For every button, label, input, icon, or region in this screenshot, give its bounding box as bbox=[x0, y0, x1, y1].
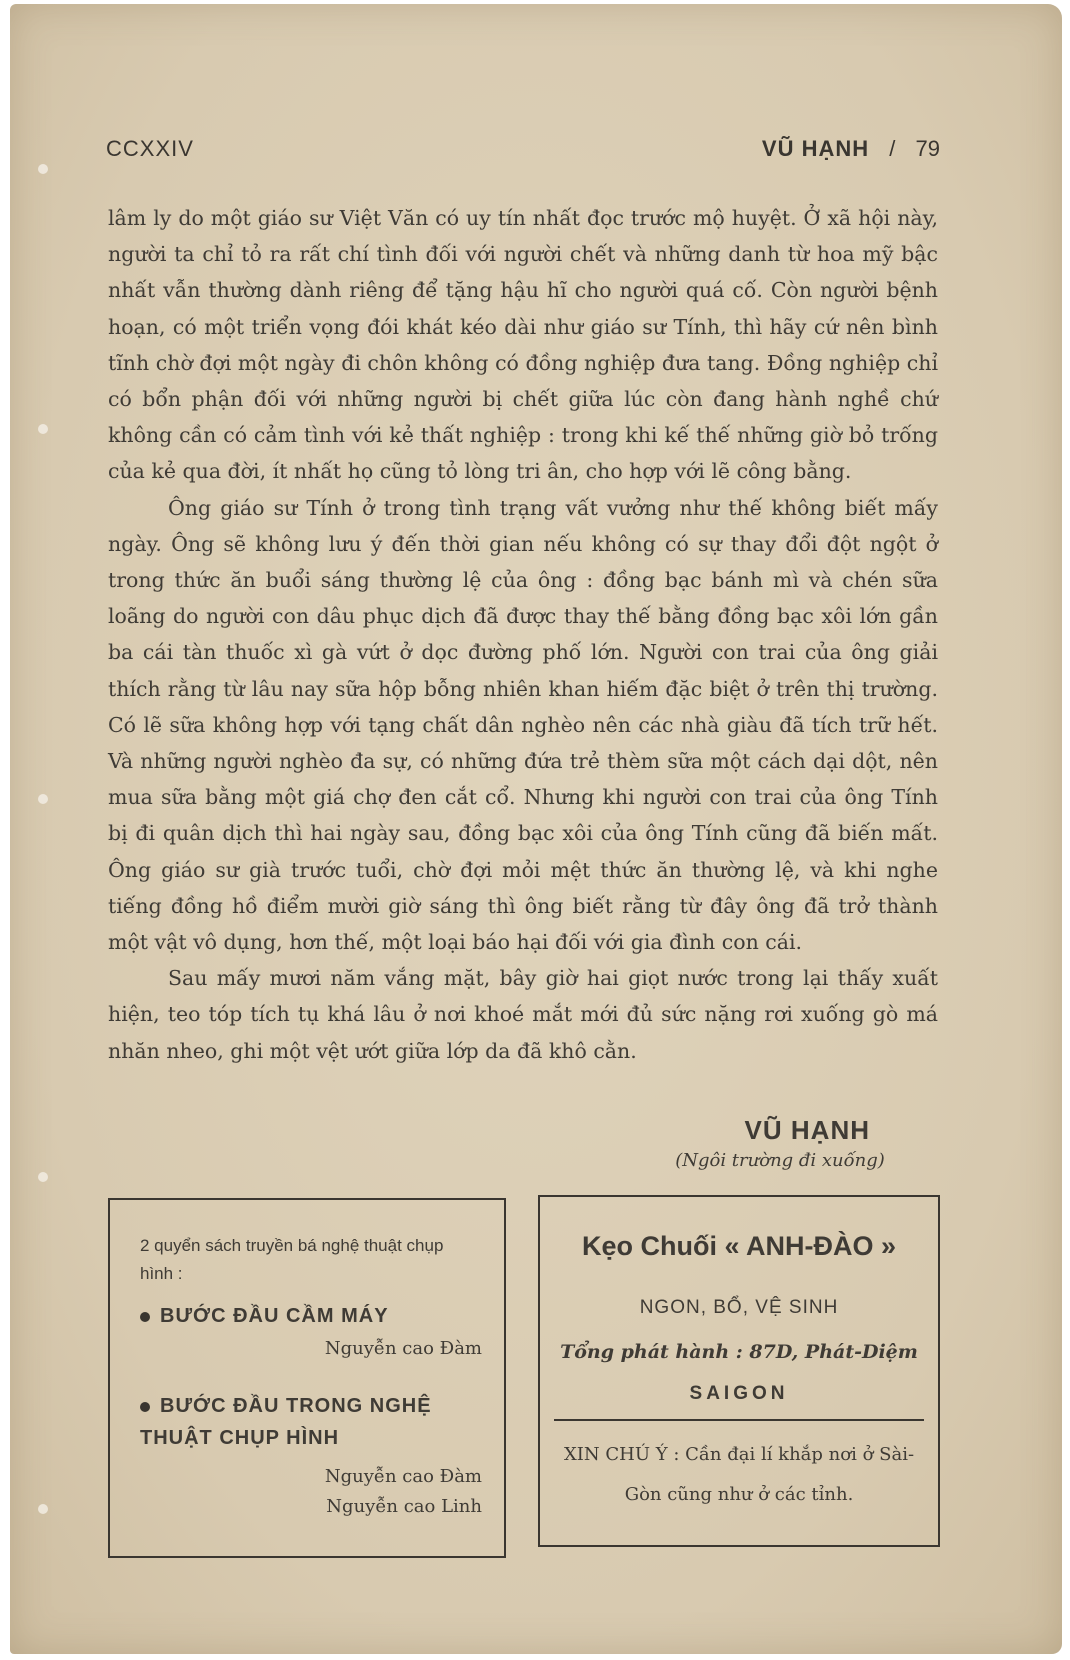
candy-advertisement bbox=[538, 1195, 940, 1547]
signature-source: (Ngôi trường đi xuống) bbox=[675, 1150, 885, 1171]
paragraph: lâm ly do một giáo sư Việt Văn có uy tín nhất đọc trước mộ huyệt. Ở xã hội này, người ta chỉ tỏ ra rất chí tình đối với người chết và những danh từ hoa mỹ bậc nhất vẫn thường dành riêng để tặng hậu hĩ cho người quá cố. Còn người bệnh hoạn, có một triển vọng đói khát kéo dài như giáo sư Tính, thì hãy cứ nên bình tĩnh chờ đợi một ngày đi chôn không có đồng nghiệp đưa tang. Đồng nghiệp chỉ có bổn phận đối với những người bị chết giữa lúc còn đang hành nghề chứ không cần có cảm tình với kẻ thất nghiệp : trong khi kế thế những giờ bỏ trống của kẻ qua đời, ít nhất họ cũng tỏ lòng tri ân, cho hợp với lẽ công bằng. bbox=[108, 206, 938, 484]
book-author: Nguyễn cao Đàm bbox=[324, 1338, 482, 1359]
page-number: 79 bbox=[915, 136, 940, 161]
bullet-icon bbox=[140, 1402, 150, 1412]
binding-hole bbox=[38, 794, 48, 804]
book-author: Nguyễn cao Linh bbox=[326, 1496, 482, 1517]
header-separator: / bbox=[889, 136, 896, 161]
candy-brand: Kẹo Chuối « ANH-ĐÀO » bbox=[581, 1231, 896, 1261]
header-right bbox=[762, 136, 940, 162]
book-title bbox=[140, 1300, 389, 1332]
distributor-address: Tổng phát hành : 87D, Phát-Diệm bbox=[560, 1341, 918, 1363]
paragraph: Ông giáo sư Tính ở trong tình trạng vất vưởng như thế không biết mấy ngày. Ông sẽ không lưu ý đến thời gian nếu không có sự thay đổi đột ngột ở trong thức ăn buổi sáng thường lệ của ông : đồng bạc bánh mì và chén sữa loãng do người con dâu phục dịch đã được thay thế bằng đồng bạc xôi lớn gần ba cái tàn thuốc xì gà vứt ở dọc đường phố lớn. Người con trai của ông giải thích rằng từ lâu nay sữa hộp bỗng nhiên khan hiếm đặc biệt ở trên thị trường. Có lẽ sữa không hợp với tạng chất dân nghèo nên các nhà giàu đã tích trữ hết. Và những người nghèo đa sự, có những đứa trẻ thèm sữa một cách dại dột, nên mua sữa bằng một giá chợ đen cắt cổ. Nhưng khi người con trai của ông Tính bị đi quân dịch thì hai ngày sau, đồng bạc xôi của ông Tính cũng đã biến mất. Ông giáo sư già trước tuổi, chờ đợi mỏi mệt thức ăn thường lệ, và khi nghe tiếng đồng hồ điểm mười giờ sáng thì ông biết rằng từ đây ông đã trở thành một vật vô dụng, hơn thế, một loại báo hại đối với gia đình con cái. bbox=[108, 495, 938, 955]
book-title-text: BƯỚC ĐẦU TRONG NGHỆ THUẬT CHỤP HÌNH bbox=[140, 1395, 432, 1449]
header-author: VŨ HẠNH bbox=[761, 136, 870, 161]
binding-hole bbox=[38, 424, 48, 434]
bullet-icon bbox=[140, 1312, 150, 1322]
binding-hole bbox=[38, 164, 48, 174]
binding-hole bbox=[38, 1172, 48, 1182]
agent-notice: XIN CHÚ Ý : Cần đại lí khắp nơi ở Sài-Gòn cũng như ở các tỉnh. bbox=[563, 1444, 915, 1505]
paragraph: Sau mấy mươi năm vắng mặt, bây giờ hai giọt nước trong lại thấy xuất hiện, teo tóp tích tụ khá lâu ở nơi khoé mắt mới đủ sức nặng rơi xuống gò má nhăn nheo, ghi một vệt ướt giữa lớp da đã khô cằn. bbox=[108, 966, 938, 1063]
distributor-city: SAIGON bbox=[689, 1383, 789, 1404]
section-number: CCXXIV bbox=[106, 136, 194, 161]
divider bbox=[554, 1419, 924, 1421]
signature-block bbox=[620, 1115, 910, 1171]
article-body bbox=[108, 200, 938, 1069]
binding-hole bbox=[38, 1504, 48, 1514]
book-author: Nguyễn cao Đàm bbox=[324, 1466, 482, 1487]
book-title bbox=[140, 1390, 490, 1454]
book-title-text: BƯỚC ĐẦU CẦM MÁY bbox=[160, 1305, 389, 1327]
ad-intro: 2 quyển sách truyền bá nghệ thuật chụp hình : bbox=[140, 1236, 444, 1283]
candy-slogan: NGON, BỔ, VỆ SINH bbox=[639, 1297, 839, 1318]
book-advertisement bbox=[108, 1198, 506, 1558]
signature-name: VŨ HẠNH bbox=[744, 1115, 870, 1145]
